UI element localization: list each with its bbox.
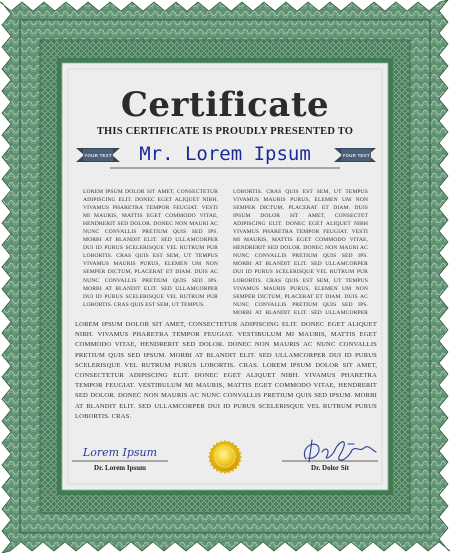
certificate-title: Certificate — [120, 85, 330, 125]
gold-seal — [208, 440, 242, 474]
body-paragraph: LOREM IPSUM DOLOR SIT AMET, CONSECTETUR ADIPISCING ELIT. DONEC EGET ALIQUET NIBH. VIVAMUS PHARETRA TEMPOR FEUGIAT. VESTIBULUM MI MAURIS, MATTIS EGET COMMODO VITAE, HENDRERIT SED DOLOR. DONEC NON MAURIS AC NUNC CONVALLIS PRETIUM QUIS SED IPSUM. MORBI AT BLANDIT ELIT. SED ULLAMCORPER DUI ID PURUS SCELERISQUE VEL RUTRUM PURUS LOBORTIS. CRAS. LOREM IPSUM DOLOR SIT AMET, CONSECTETUR ADIPISCING ELIT. DONEC EGET ALIQUET NIBH. VIVAMUS PHARETRA TEMPOR FEUGIAT. VESTIBULUM MI MAURIS, MATTIS EGET COMMODO VITAE, HENDRERIT SED DOLOR. DONEC NON MAURIS AC NUNC CONVALLIS PRETIUM QUIS SED IPSUM. MORBI AT BLANDIT ELIT. SED ULLAMCORPER DUI ID PURUS SCELERISQUE VEL RUTRUM PURUS LOBORTIS. CRAS. — [75, 321, 377, 420]
body-column-left: LOREM IPSUM DOLOR SIT AMET, CONSECTETUR ADIPISCING ELIT. DONEC EGET ALIQUET NIBH. VIVAMUS PHARETRA TEMPOR FEUGIAT. VESTI MI MAURIS, MATTIS EGET COMMODO VITAE, HENDRERIT SED DOLOR. DONEC NON MAURI AC NUNC CONVALLIS PRETIUM QUIS SED IPS. MORBI AT BLANDIT ELIT. SED ULLAMCORPER DUI ID PURUS SCELERISQUE VEL RUTRUM PUR LOBORTIS. CRAS QUIS EST SEM, UT TEMPUS VIVAMUS MAURIS PURUS, ELEMEN UM NON SEMPER DICTUM, PLACERAT ET DIAM. DUIS AC NUNC CONVALLIS PRETIUM QUIS SED IPS. MORBI AT BLANDIT ELIT. SED ULLAMCORPER DUI ID PURUS SCELERISQUE VEL RUTRUM PUR LOBORTIS. CRAS QUIS EST SEM, UT TEMPUS. — [83, 189, 218, 308]
left-ribbon-label: YOUR TEXT — [84, 153, 112, 158]
left-signatory-name: Dr. Lorem Ipsum — [94, 464, 146, 472]
body-column-right: LOBORTIS. CRAS QUIS EST SEM, UT TEMPUS VIVAMUS MAURIS PURUS, ELEMEN UM NON SEMPER DICTUM, PLACERAT ET DIAM. DUIS IPSUM DOLOR SIT AMET, CONSECTET ADIPISCING ELIT. DONEC EGET ALIQUET NIBH VIVAMUS PHARETRA TEMPOR FEUGIAT. VESTI MI MAURIS, MATTIS EGET COMMODO VITAE, HENDRERIT SED DOLOR. DONEC NON MAURI AC NUNC CONVALLIS PRETIUM QUIS SED IPS. MORBI AT BLANDIT ELIT. SED ULLAMCORPER DUI ID PURUS SCELERISQUE VEL RUTRUM PUR LOBORTIS. CRAS QUIS EST SEM, UT TEMPUS VIVAMUS MAURIS PURUS, ELEMEN UM NON SEMPER DICTUM, PLACERAT ET DIAM. DUIS AC NUNC CONVALLIS PRETIUM QUIS SED IPS. MORBI AT BLANDIT ELIT. SED ULLAMCORPER — [233, 189, 368, 316]
left-signature-script: Lorem Ipsum — [82, 446, 158, 459]
right-ribbon-label: YOUR TEXT — [342, 153, 370, 158]
certificate-subtitle: THIS CERTIFICATE IS PROUDLY PRESENTED TO — [96, 126, 354, 137]
right-signatory-name: Dr. Dolor Sit — [311, 464, 349, 472]
recipient-name: Mr. Lorem Ipsum — [139, 143, 311, 165]
